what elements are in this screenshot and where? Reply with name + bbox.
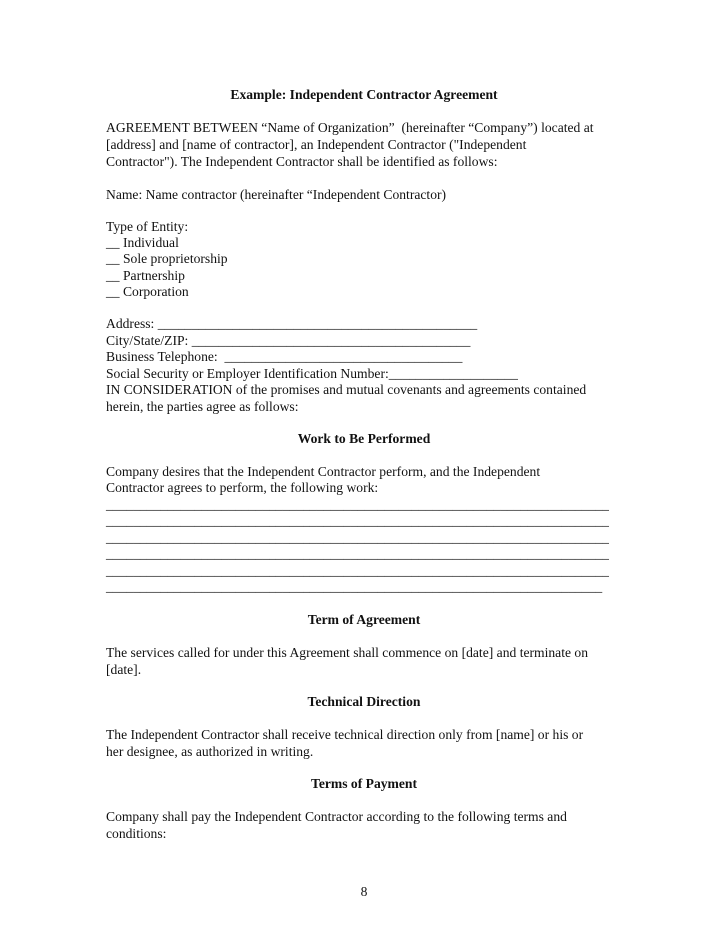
page-number: 8 (360, 884, 368, 899)
term-line: The services called for under this Agreement shall commence on [date] and terminate on (106, 645, 589, 660)
payment-section-heading: Terms of Payment (311, 776, 417, 791)
entity-option-partnership: __ Partnership (106, 268, 185, 283)
term-line: [date]. (106, 662, 142, 677)
city-state-zip-field: City/State/ZIP: _________________________________________ (106, 333, 471, 348)
work-blank-line: __________________________________________________________________________ (106, 546, 609, 561)
work-section-heading: Work to Be Performed (297, 431, 431, 446)
payment-line: Company shall pay the Independent Contractor according to the following terms and (106, 809, 567, 824)
consideration-line: herein, the parties agree as follows: (106, 399, 299, 414)
work-blank-line: __________________________________________________________________________ (106, 530, 609, 545)
intro-line: AGREEMENT BETWEEN “Name of Organization” (hereinafter “Company”) located at (106, 120, 594, 135)
contractor-name-line: Name: Name contractor (hereinafter “Independent Contractor) (106, 187, 447, 202)
business-telephone-field: Business Telephone: ___________________________________ (106, 349, 463, 364)
entity-option-individual: __ Individual (106, 235, 179, 250)
work-blank-line: __________________________________________________________________________ (106, 513, 609, 528)
technical-section-heading: Technical Direction (307, 694, 421, 709)
technical-line: her designee, as authorized in writing. (106, 744, 314, 759)
work-blank-line: __________________________________________________________________________ (106, 497, 609, 512)
entity-heading: Type of Entity: (106, 219, 189, 234)
work-line: Company desires that the Independent Contractor perform, and the Independent (106, 464, 541, 479)
entity-option-sole-proprietorship: __ Sole proprietorship (106, 251, 228, 266)
address-field: Address: _______________________________________________ (106, 316, 478, 331)
consideration-line: IN CONSIDERATION of the promises and mutual covenants and agreements contained (106, 382, 587, 397)
term-section-heading: Term of Agreement (307, 612, 421, 627)
work-blank-line: __________________________________________________________________________ (106, 563, 609, 578)
work-blank-line: _________________________________________________________________________ (106, 579, 603, 594)
payment-line: conditions: (106, 826, 167, 841)
intro-line: [address] and [name of contractor], an Independent Contractor ("Independent (106, 137, 527, 152)
technical-line: The Independent Contractor shall receive technical direction only from [name] or his or (106, 727, 584, 742)
intro-line: Contractor"). The Independent Contractor shall be identified as follows: (106, 154, 498, 169)
entity-option-corporation: __ Corporation (106, 284, 189, 299)
ssn-ein-field: Social Security or Employer Identification Number:___________________ (106, 366, 518, 381)
work-line: Contractor agrees to perform, the following work: (106, 480, 379, 495)
document-title: Example: Independent Contractor Agreement (230, 87, 498, 102)
